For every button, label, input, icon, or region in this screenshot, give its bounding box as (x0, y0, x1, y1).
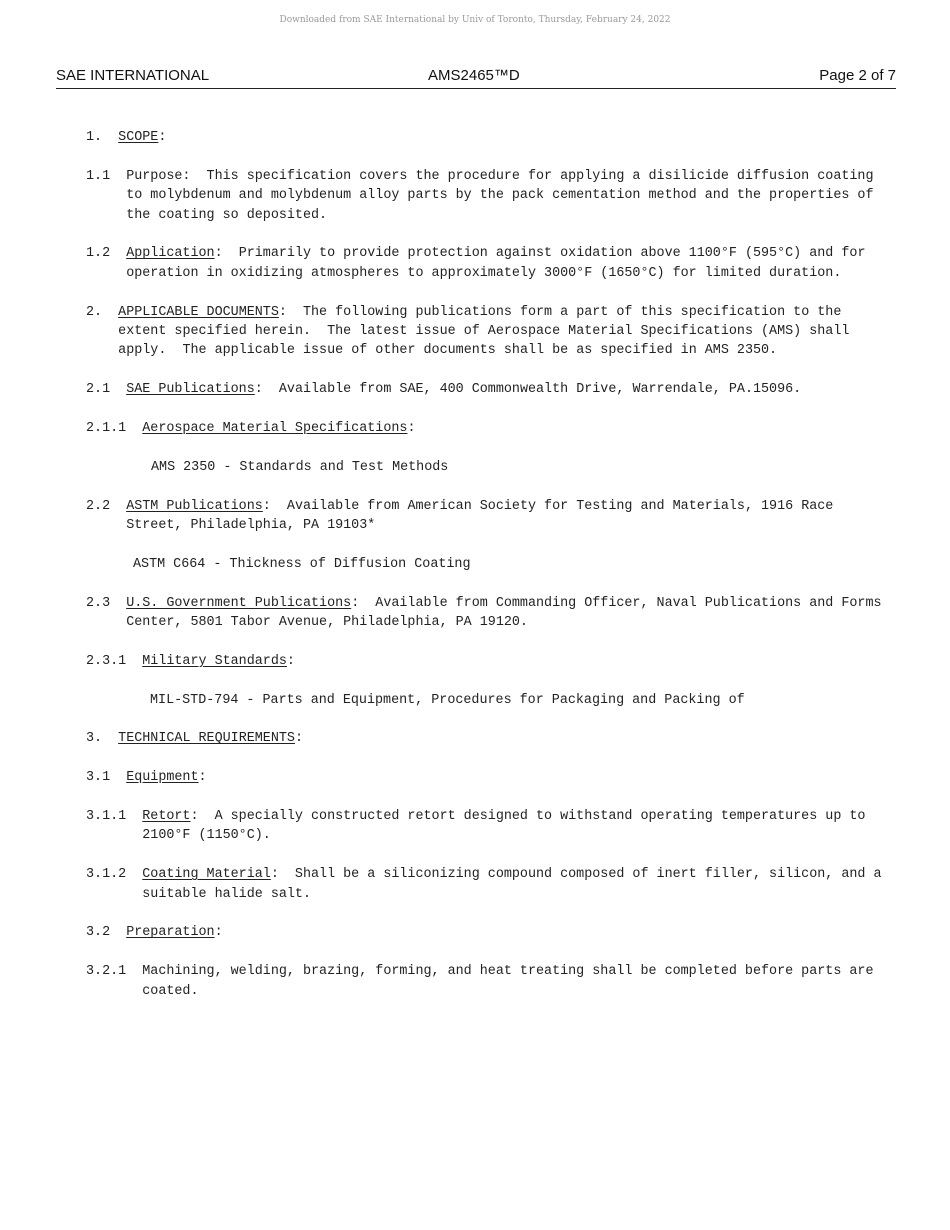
section-text: : Shall be a siliconizing compound composed of inert filler, silicon, and a suitable halide salt. (142, 867, 890, 902)
section-2-3-us-government-publications (86, 594, 890, 633)
section-3-1-1-retort (86, 807, 886, 846)
section-title: Equipment (126, 770, 199, 786)
section-text: Purpose: This specification covers the procedure for applying a disilicide diffusion coating to molybdenum and molybdenum alloy parts by the pack cementation method and the properties of the coating so deposited. (126, 168, 882, 223)
section-2-applicable-documents (86, 303, 886, 361)
section-text: : Available from Commanding Officer, Naval Publications and Forms Center, 5801 Tabor Avenue, Philadelphia, PA 19120. (126, 595, 890, 631)
section-1-scope (86, 128, 886, 147)
section-title: APPLICABLE DOCUMENTS (118, 304, 279, 320)
section-title: Military Standards (142, 653, 287, 669)
section-3-2-preparation (86, 923, 886, 942)
section-3-1-2-coating-material (86, 865, 890, 904)
header-document-id: AMS2465™D (428, 67, 520, 84)
section-suffix: : (294, 731, 303, 747)
section-text: : Primarily to provide protection against oxidation above 1100°F (595°C) and for operation in oxidizing atmospheres to approximately 3000°F (1650°C) for limited duration. (126, 246, 874, 281)
section-title: Coating Material (142, 867, 271, 883)
section-number: 2.3 (86, 595, 127, 611)
section-number: 3.1 (86, 770, 127, 786)
section-suffix: : (286, 653, 295, 669)
section-suffix: : (158, 130, 167, 145)
section-title: ASTM Publications (126, 498, 263, 514)
reference-item-astm-c664: ASTM C664 - Thickness of Diffusion Coating (133, 556, 471, 572)
section-number: 2.2 (86, 498, 127, 514)
section-number: 3.2.1 (86, 964, 143, 980)
section-1-2-application (86, 244, 886, 283)
section-text: Machining, welding, brazing, forming, and heat treating shall be completed before parts are coated. (142, 964, 882, 999)
section-number: 3.1.2 (86, 867, 143, 883)
section-title: Retort (142, 809, 191, 824)
section-title: SCOPE (118, 130, 159, 145)
reference-item-ams-2350: AMS 2350 - Standards and Test Methods (151, 459, 449, 475)
section-title: U.S. Government Publications (126, 595, 352, 611)
download-watermark: Downloaded from SAE International by Univ of Toronto, Thursday, February 24, 2022 (279, 15, 671, 25)
section-number: 2.3.1 (86, 653, 143, 669)
header-page-number: Page 2 of 7 (819, 67, 896, 84)
section-suffix: : (198, 770, 207, 786)
page-header (56, 66, 896, 89)
section-suffix: : (214, 925, 223, 941)
section-number: 3.1.1 (86, 809, 143, 824)
section-text: : Available from SAE, 400 Commonwealth Drive, Warrendale, PA.15096. (254, 382, 802, 398)
section-number: 2. (86, 304, 119, 320)
section-2-3-1-military-standards (86, 652, 886, 671)
section-number: 1.1 (86, 168, 127, 184)
section-2-1-1-ams (86, 419, 886, 438)
section-number: 2.1.1 (86, 421, 143, 437)
section-2-1-sae-publications (86, 380, 886, 399)
section-title: SAE Publications (126, 382, 255, 398)
section-3-1-equipment (86, 768, 886, 787)
section-title: Application (126, 246, 215, 262)
section-1-1-purpose (86, 167, 886, 225)
section-2-2-astm-publications (86, 497, 886, 536)
section-suffix: : (407, 421, 416, 437)
section-title: Preparation (126, 925, 215, 941)
section-text: : A specially constructed retort designed to withstand operating temperatures up to 2100°F (1150°C). (142, 809, 874, 844)
section-title: TECHNICAL REQUIREMENTS (118, 731, 295, 747)
section-number: 1.2 (86, 246, 127, 262)
section-number: 3.2 (86, 925, 127, 941)
section-text: : Available from American Society for Testing and Materials, 1916 Race Street, Philadelphia, PA 19103* (126, 498, 842, 534)
header-organization: SAE INTERNATIONAL (56, 67, 210, 84)
section-3-2-1-machining (86, 962, 886, 1001)
section-title: Aerospace Material Specifications (142, 421, 408, 437)
section-number: 2.1 (86, 382, 127, 398)
section-text: : The following publications form a part of this specification to the extent specified herein. The latest issue of Aerospace Material Specifications (AMS) shall apply. The applicable issue of other documents shall be as specified in AMS 2350. (118, 304, 858, 359)
section-3-technical-requirements (86, 729, 886, 748)
document-body (86, 128, 890, 1020)
reference-item-mil-std-794: MIL-STD-794 - Parts and Equipment, Procedures for Packaging and Packing of (150, 692, 745, 708)
section-number: 3. (86, 731, 119, 747)
section-number: 1. (86, 130, 119, 145)
